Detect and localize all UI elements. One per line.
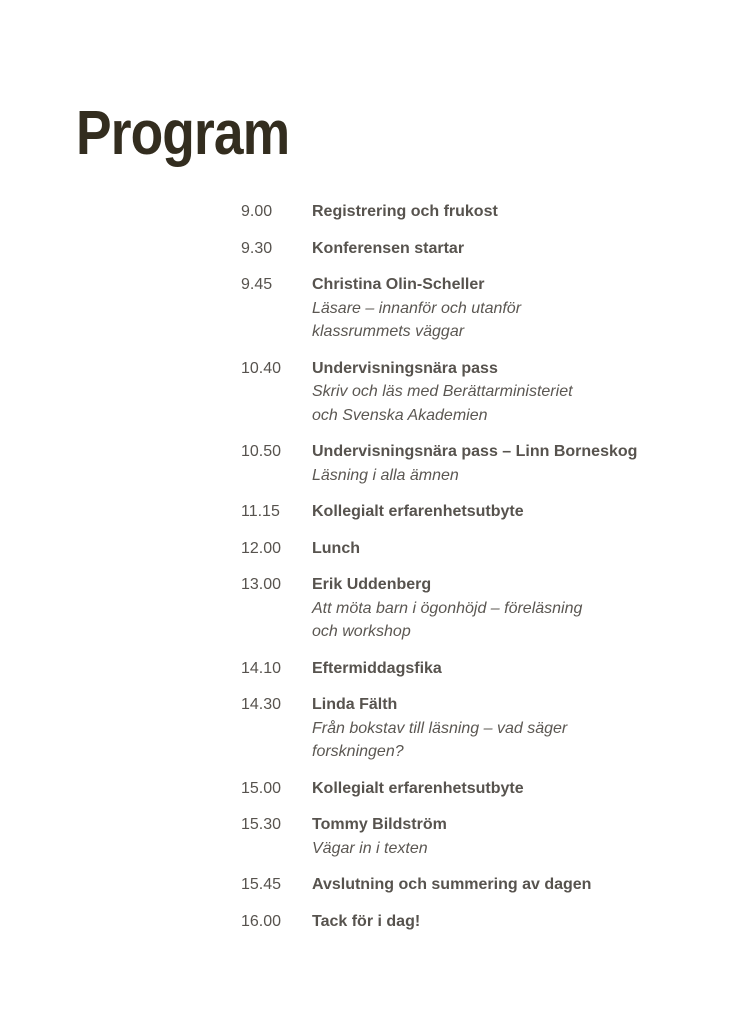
page-title: Program	[76, 99, 290, 168]
schedule-item	[241, 273, 691, 344]
event-title: Kollegialt erfarenhetsutbyte	[312, 503, 524, 520]
event-detail	[312, 693, 691, 764]
event-detail	[312, 200, 691, 224]
event-subtitle-line: och Svenska Akademien	[312, 406, 488, 424]
schedule-list	[241, 200, 691, 946]
schedule-item	[241, 657, 691, 681]
event-subtitle-line: och workshop	[312, 623, 411, 640]
event-time: 16.00	[241, 912, 282, 930]
schedule-item	[241, 693, 691, 764]
event-subtitle-line: Från bokstav till läsning – vad säger	[312, 719, 568, 737]
event-title: Linda Fälth	[312, 696, 398, 713]
event-subtitle-line: klassrummets väggar	[312, 323, 465, 340]
event-title: Konferensen startar	[312, 239, 465, 257]
event-time: 15.30	[241, 816, 282, 833]
event-time: 9.00	[241, 203, 273, 220]
event-title: Avslutning och summering av dagen	[312, 876, 592, 893]
event-detail	[312, 657, 691, 681]
event-subtitle-line: Att möta barn i ögonhöjd – föreläsning	[312, 599, 583, 617]
event-time: 15.00	[241, 779, 282, 797]
event-subtitle-line: Skriv och läs med Berättarministeriet	[312, 383, 573, 400]
event-time: 14.30	[241, 696, 282, 713]
event-subtitle-line: Läsning i alla ämnen	[312, 466, 459, 484]
event-title: Erik Uddenberg	[312, 576, 432, 593]
schedule-item	[241, 500, 691, 524]
schedule-item	[241, 237, 691, 261]
event-time: 10.50	[241, 443, 282, 460]
event-detail	[312, 813, 691, 860]
schedule-item	[241, 813, 691, 860]
event-detail	[312, 237, 691, 261]
event-time: 11.15	[241, 503, 280, 520]
schedule-item	[241, 573, 691, 644]
event-time: 9.45	[241, 276, 273, 293]
event-title: Registrering och frukost	[312, 203, 498, 220]
event-title: Kollegialt erfarenhetsutbyte	[312, 779, 524, 797]
event-detail	[312, 573, 691, 644]
event-time: 10.40	[241, 359, 282, 377]
schedule-item	[241, 200, 691, 224]
event-title: Tommy Bildström	[312, 816, 447, 833]
schedule-item	[241, 537, 691, 561]
event-title: Tack för i dag!	[312, 912, 421, 930]
event-detail	[312, 910, 691, 934]
event-time: 14.10	[241, 659, 282, 677]
event-time: 12.00	[241, 539, 282, 557]
event-title: Undervisningsnära pass – Linn Borneskog	[312, 443, 638, 460]
event-detail	[312, 500, 691, 524]
event-detail	[312, 777, 691, 801]
event-title: Christina Olin-Scheller	[312, 276, 485, 293]
event-time: 13.00	[241, 576, 282, 593]
event-subtitle-line: Läsare – innanför och utanför	[312, 299, 522, 317]
schedule-item	[241, 357, 691, 428]
event-detail	[312, 537, 691, 561]
event-title: Eftermiddagsfika	[312, 659, 442, 677]
schedule-item	[241, 777, 691, 801]
event-detail	[312, 357, 691, 428]
event-time: 9.30	[241, 239, 273, 257]
event-detail	[312, 873, 691, 897]
event-detail	[312, 440, 691, 487]
event-title: Lunch	[312, 539, 360, 557]
event-subtitle-line: Vägar in i texten	[312, 839, 428, 857]
event-detail	[312, 273, 691, 344]
schedule-item	[241, 873, 691, 897]
event-title: Undervisningsnära pass	[312, 359, 498, 377]
schedule-item	[241, 910, 691, 934]
event-subtitle-line: forskningen?	[312, 743, 404, 760]
event-time: 15.45	[241, 876, 282, 893]
schedule-item	[241, 440, 691, 487]
